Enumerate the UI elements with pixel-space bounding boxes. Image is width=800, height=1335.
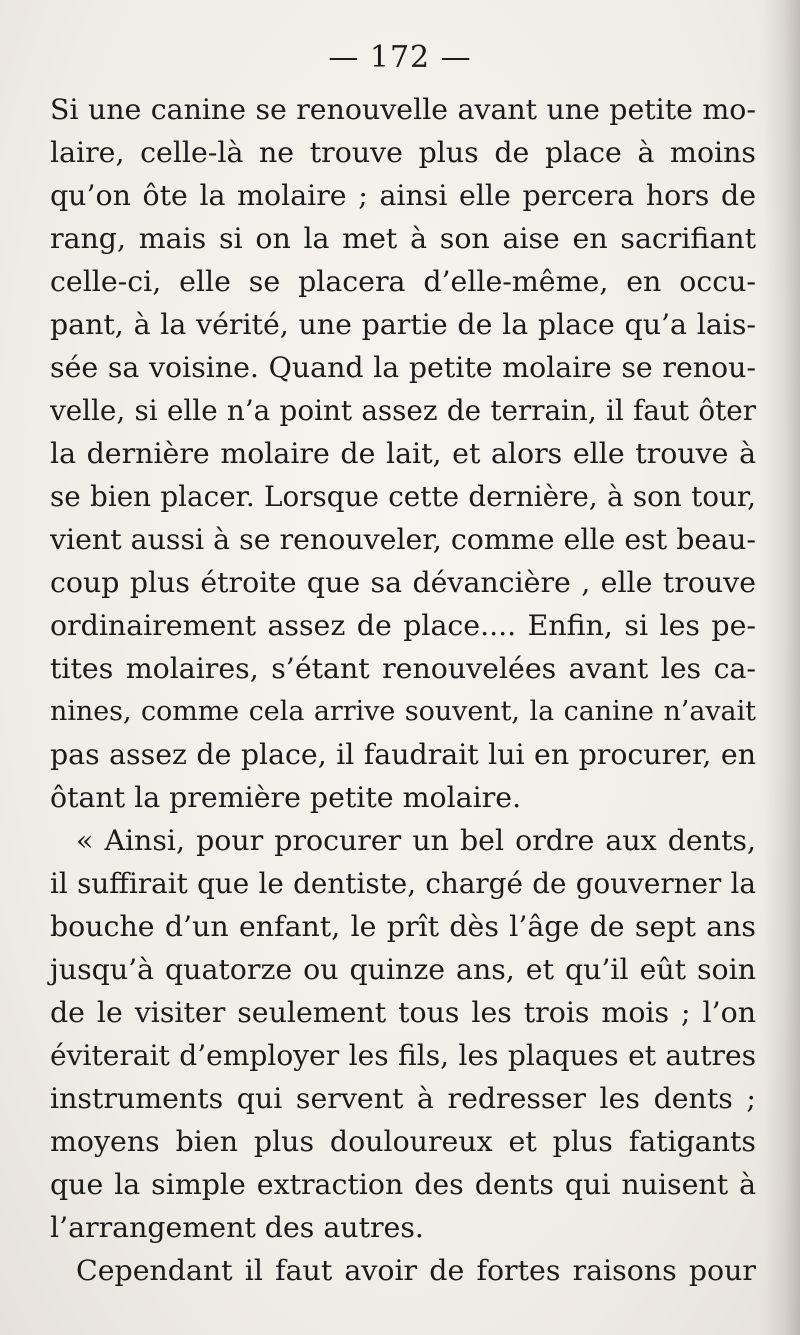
text-line: coup plus étroite que sa dévancière , elle trouve [50,566,756,599]
text-line: instruments qui servent à redresser les dents ; [50,1082,756,1115]
text-line: sée sa voisine. Quand la petite molaire se renou- [50,351,756,384]
text-line: pas assez de place, il faudrait lui en procurer, en [50,738,756,771]
text-line: l’arrangement des autres. [50,1211,424,1244]
text-line: de le visiter seulement tous les trois mois ; l’on [50,996,756,1029]
text-line: vient aussi à se renouveler, comme elle est beau- [50,523,756,556]
text-line: il suffirait que le dentiste, chargé de gouverner la [50,867,756,900]
text-line: qu’on ôte la molaire ; ainsi elle percera hors de [50,179,756,212]
text-line: Cependant il faut avoir de fortes raisons pour [76,1254,756,1287]
text-line: moyens bien plus douloureux et plus fatigants [50,1125,756,1158]
text-line: Si une canine se renouvelle avant une petite mo- [50,93,756,126]
text-line: la dernière molaire de lait, et alors elle trouve à [50,437,756,470]
body-text [50,88,756,1292]
page-edge-shadow [762,0,800,1335]
page-number: — 172 — [328,40,472,75]
text-line: ordinairement assez de place.... Enfin, si les pe- [50,609,756,642]
text-line: velle, si elle n’a point assez de terrain, il faut ôter [50,394,756,427]
text-line: pant, à la vérité, une partie de la place qu’a lais- [50,308,756,341]
text-line: tites molaires, s’étant renouvelées avant les ca- [50,652,756,685]
text-line: se bien placer. Lorsque cette dernière, à son tour, [50,480,756,513]
text-line: ôtant la première petite molaire. [50,781,522,814]
text-line: nines, comme cela arrive souvent, la canine n’avait [50,696,756,727]
text-line: éviterait d’employer les fils, les plaques et autres [50,1039,756,1072]
text-line: que la simple extraction des dents qui nuisent à [50,1168,756,1201]
text-line: « Ainsi, pour procurer un bel ordre aux dents, [76,824,756,857]
text-line: rang, mais si on la met à son aise en sacrifiant [50,222,756,255]
text-line: bouche d’un enfant, le prît dès l’âge de sept ans [50,910,756,943]
text-line: jusqu’à quatorze ou quinze ans, et qu’il eût soin [50,953,756,986]
text-line: laire, celle-là ne trouve plus de place à moins [50,136,756,169]
text-line: celle-ci, elle se placera d’elle-même, en occu- [50,265,756,298]
